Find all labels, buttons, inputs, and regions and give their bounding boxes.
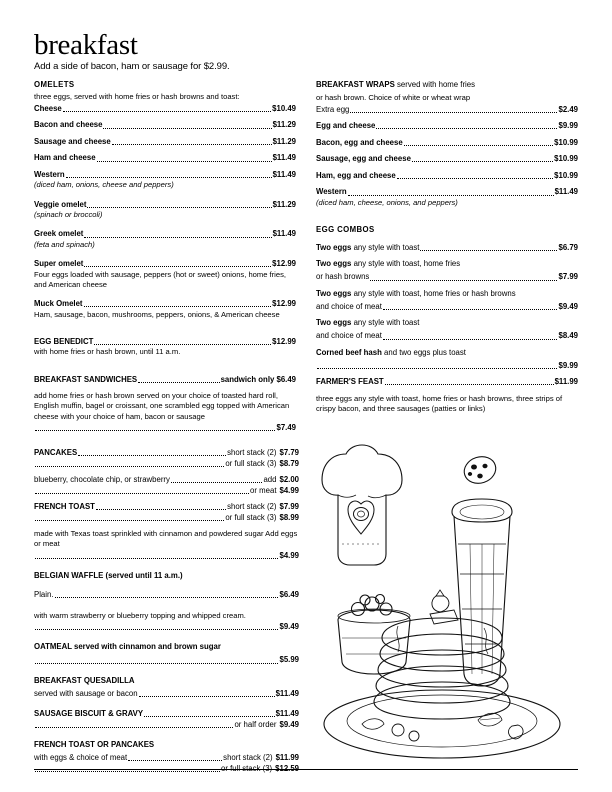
toast-with-egg-icon	[322, 445, 402, 565]
leader-dots	[171, 482, 263, 483]
menu-item[interactable]	[34, 622, 299, 633]
leader-dots	[317, 368, 557, 369]
item-detail: short stack (2)	[223, 753, 273, 763]
page-title: breakfast	[34, 29, 138, 61]
item-name: OATMEAL served with cinnamon and brown sugar	[34, 642, 221, 652]
item-price: $5.99	[279, 655, 299, 665]
item-name: Two eggs	[316, 318, 352, 328]
leader-dots	[128, 760, 222, 761]
item-name: Plain.	[34, 590, 54, 600]
leader-dots	[87, 207, 271, 208]
item-description: (spinach or broccoli)	[34, 210, 103, 220]
item-name: Super omelet	[34, 259, 84, 269]
leader-dots	[397, 178, 553, 179]
menu-item-oatmeal[interactable]	[34, 642, 299, 653]
item-name: Cheese	[34, 103, 62, 113]
item-price: $10.99	[554, 137, 578, 147]
leader-dots	[383, 339, 558, 340]
wraps-note-2: or hash brown. Choice of white or wheat wrap	[316, 93, 471, 103]
menu-item[interactable]	[34, 459, 299, 470]
menu-item[interactable]	[316, 259, 578, 270]
leader-dots	[35, 430, 275, 431]
item-price: $4.99	[279, 550, 299, 560]
leader-dots	[35, 493, 249, 494]
section-label: BELGIAN WAFFLE (served until 11 a.m.)	[34, 571, 183, 581]
menu-item-line2[interactable]	[316, 272, 578, 283]
item-name: Bacon, egg and cheese	[316, 137, 403, 147]
item-detail: or full stack (3)	[221, 763, 273, 773]
item-price: $2.49	[558, 104, 578, 114]
wraps-label: BREAKFAST WRAPS	[316, 80, 395, 90]
item-price: $6.79	[558, 242, 578, 252]
wraps-note: served with home fries	[397, 80, 476, 90]
item-detail: add	[263, 475, 277, 485]
menu-item[interactable]	[316, 243, 578, 254]
item-price: $10.99	[554, 154, 578, 164]
leader-dots	[66, 177, 272, 178]
menu-item[interactable]	[34, 137, 296, 148]
item-name: Western	[34, 169, 65, 179]
menu-item[interactable]	[316, 105, 578, 116]
item-price: $12.99	[272, 336, 296, 346]
item-detail: or half order	[234, 719, 277, 729]
menu-item[interactable]	[316, 138, 578, 149]
menu-item[interactable]	[34, 200, 296, 211]
item-price: $10.49	[272, 103, 296, 113]
item-detail: any style with toast	[353, 318, 420, 328]
item-price: $9.99	[558, 121, 578, 131]
item-price: $7.79	[279, 448, 299, 457]
leader-dots	[35, 520, 224, 521]
item-detail: short stack (2)	[227, 448, 277, 457]
item-price: $7.99	[279, 502, 299, 512]
item-name: blueberry, chocolate chip, or strawberry	[34, 475, 170, 485]
section-heading-egg-combos: EGG COMBOS	[316, 224, 375, 234]
menu-item[interactable]	[34, 720, 299, 731]
menu-item[interactable]	[34, 448, 299, 459]
waffle-topping-description: with warm strawberry or blueberry topping and whipped cream.	[34, 610, 246, 620]
menu-item[interactable]	[316, 289, 578, 300]
menu-item[interactable]	[34, 502, 299, 513]
menu-item[interactable]	[34, 170, 296, 181]
leader-dots	[63, 111, 271, 112]
left-column	[34, 80, 296, 433]
leader-dots	[97, 161, 272, 162]
leader-dots	[35, 727, 233, 728]
item-name: Bacon and cheese	[34, 120, 103, 130]
right-column	[316, 80, 578, 433]
item-price: $11.49	[554, 187, 578, 197]
item-description: Ham, sausage, bacon, mushrooms, peppers, onions, & American cheese	[34, 309, 280, 319]
menu-item[interactable]	[34, 120, 296, 131]
leader-dots	[94, 344, 271, 345]
item-price: $7.99	[558, 272, 578, 282]
menu-item[interactable]	[316, 154, 578, 165]
menu-item[interactable]	[34, 229, 296, 240]
item-name: PANCAKES	[34, 448, 78, 457]
item-name: SAUSAGE BISCUIT & GRAVY	[34, 709, 144, 719]
griddle-section	[34, 448, 299, 774]
leader-dots	[96, 509, 226, 510]
item-price: $4.99	[279, 485, 299, 495]
item-name: Corned beef hash	[316, 347, 382, 357]
leader-dots	[385, 384, 554, 385]
menu-item[interactable]	[34, 153, 296, 164]
item-name: with eggs & choice of meat	[34, 753, 128, 763]
menu-item-line2[interactable]	[316, 302, 578, 313]
french-toast-description: made with Texas toast sprinkled with cinnamon and powdered sugar Add eggs or meat	[34, 529, 298, 549]
item-name: Western	[316, 187, 347, 197]
item-name: Ham and cheese	[34, 153, 96, 163]
item-price: $11.49	[272, 169, 296, 179]
item-description: three eggs any style with toast, home fries or hash browns, three strips of crispy bacon, and three sausages (patties or links)	[316, 393, 563, 413]
section-label: FRENCH TOAST OR PANCAKES	[34, 740, 155, 750]
item-detail: any style with toast	[353, 242, 420, 252]
item-name: Sausage and cheese	[34, 136, 111, 146]
item-price: $9.99	[558, 360, 578, 370]
item-price: $7.49	[276, 422, 296, 432]
leader-dots	[35, 771, 220, 772]
leader-dots	[383, 309, 558, 310]
menu-columns	[34, 80, 578, 433]
leader-dots	[112, 144, 272, 145]
menu-item-line2[interactable]	[316, 361, 578, 372]
menu-item-egg-benedict[interactable]	[34, 337, 296, 348]
section-heading-ft-or-pancakes	[34, 740, 299, 751]
section-price: sandwich only $6.49	[220, 374, 296, 384]
menu-item[interactable]	[316, 187, 578, 198]
leader-dots	[35, 466, 224, 467]
item-name: Two eggs	[316, 242, 352, 252]
item-price: $12.99	[272, 259, 296, 269]
section-heading-belgian-waffle	[34, 571, 299, 582]
leader-dots	[138, 382, 219, 383]
menu-item[interactable]	[34, 551, 299, 562]
menu-item[interactable]	[316, 171, 578, 182]
page-subtitle: Add a side of bacon, ham or sausage for $2.99.	[34, 61, 230, 73]
item-price: $11.29	[272, 199, 296, 209]
breakfast-illustration	[302, 424, 592, 764]
item-price: $11.49	[272, 229, 296, 239]
menu-item[interactable]	[34, 475, 299, 486]
item-price: $11.99	[554, 377, 578, 387]
item-price: $6.49	[279, 590, 299, 600]
leader-dots	[84, 306, 272, 307]
item-detail-line2: and choice of meat	[316, 331, 382, 341]
leader-dots	[348, 195, 554, 196]
leader-dots	[78, 455, 226, 456]
item-name: Two eggs	[316, 288, 352, 298]
item-price: $11.49	[275, 709, 299, 719]
leader-dots	[55, 597, 279, 598]
leader-dots	[420, 250, 557, 251]
menu-item[interactable]	[34, 709, 299, 720]
item-detail: or full stack (3)	[225, 458, 277, 468]
item-name: FRENCH TOAST	[34, 502, 95, 512]
item-price: $8.79	[279, 458, 299, 468]
item-price: $10.99	[554, 170, 578, 180]
sandwiches-price-row[interactable]	[34, 423, 296, 434]
item-price: $12.99	[272, 299, 296, 309]
leader-dots	[84, 266, 271, 267]
section-heading-quesadilla	[34, 676, 299, 687]
item-detail: any style with toast, home fries or hash browns	[353, 288, 516, 298]
item-name: Egg and cheese	[316, 121, 376, 131]
menu-item[interactable]	[34, 513, 299, 524]
leader-dots	[144, 716, 275, 717]
item-price: $11.29	[272, 136, 296, 146]
item-price: $12.59	[275, 763, 299, 773]
leader-dots	[376, 128, 557, 129]
item-description: (diced ham, onions, cheese and peppers)	[34, 180, 174, 190]
section-heading-sandwiches[interactable]	[34, 375, 296, 386]
menu-item[interactable]	[34, 753, 299, 764]
item-name: Ham, egg and cheese	[316, 170, 396, 180]
item-price: $11.49	[272, 153, 296, 163]
section-label: BREAKFAST QUESADILLA	[34, 675, 135, 685]
leader-dots	[35, 663, 278, 664]
item-name: FARMER'S FEAST	[316, 377, 384, 387]
leader-dots	[350, 112, 557, 113]
item-description: (diced ham, cheese, onions, and peppers)	[316, 197, 458, 207]
item-price: $11.49	[275, 688, 299, 698]
item-description: Four eggs loaded with sausage, peppers (hot or sweet) onions, home fries, and American cheese	[34, 269, 286, 289]
item-detail: any style with toast, home fries	[353, 259, 461, 269]
item-description: with home fries or hash brown, until 11 a.m.	[34, 347, 181, 357]
item-price: $8.99	[279, 512, 299, 522]
menu-item[interactable]	[316, 121, 578, 132]
leader-dots	[35, 558, 278, 559]
item-price: $11.99	[275, 753, 299, 763]
menu-item-line2[interactable]	[316, 331, 578, 342]
section-label: BREAKFAST SANDWICHES	[34, 374, 138, 384]
item-price: $9.49	[279, 621, 299, 631]
item-name: Two eggs	[316, 259, 352, 269]
omelets-note: three eggs, served with home fries or hash browns and toast:	[34, 92, 240, 102]
leader-dots	[84, 237, 271, 238]
item-price: $11.29	[272, 120, 296, 130]
item-name: served with sausage or bacon	[34, 688, 138, 698]
item-detail-line2: or hash browns	[316, 272, 370, 282]
item-detail: or meat	[250, 485, 277, 495]
berry-bowl-icon	[338, 595, 410, 675]
menu-item[interactable]	[34, 299, 296, 310]
menu-item[interactable]	[34, 590, 299, 601]
section-heading-omelets: OMELETS	[34, 80, 75, 90]
leader-dots	[35, 629, 278, 630]
sandwiches-description: add home fries or hash brown served on your choice of toasted hard roll, English muffin, bagel or croissant, one scrambled egg topped with American cheese with your choice of ham, bacon or sausage	[34, 391, 290, 421]
menu-item[interactable]	[316, 348, 578, 359]
item-description: (feta and spinach)	[34, 239, 95, 249]
item-name: EGG BENEDICT	[34, 336, 94, 346]
leader-dots	[139, 696, 275, 697]
item-detail: or full stack (3)	[225, 512, 277, 522]
item-price: $9.49	[558, 301, 578, 311]
leader-dots	[412, 161, 553, 162]
leader-dots	[370, 280, 557, 281]
menu-item[interactable]	[34, 104, 296, 115]
item-price: $2.00	[279, 475, 299, 485]
menu-item[interactable]	[316, 318, 578, 329]
oatmeal-price-row[interactable]	[34, 655, 299, 666]
section-heading-wraps	[316, 80, 578, 91]
leader-dots	[103, 128, 271, 129]
menu-item-farmers-feast[interactable]	[316, 377, 578, 388]
item-name: Greek omelet	[34, 229, 84, 239]
menu-item[interactable]	[34, 689, 299, 700]
footer-divider	[34, 769, 578, 770]
menu-item[interactable]	[34, 259, 296, 270]
item-name: Sausage, egg and cheese	[316, 154, 411, 164]
item-name: Extra egg	[316, 104, 350, 114]
menu-item[interactable]	[34, 486, 299, 497]
leader-dots	[404, 145, 553, 146]
item-name: Veggie omelet	[34, 199, 87, 209]
item-detail: short stack (2)	[227, 502, 277, 512]
item-price: $8.49	[558, 331, 578, 341]
item-price: $9.49	[279, 719, 299, 729]
item-name: Muck Omelet	[34, 299, 83, 309]
item-detail: and two eggs plus toast	[384, 347, 466, 357]
item-detail-line2: and choice of meat	[316, 301, 382, 311]
cookie-icon	[461, 453, 499, 488]
